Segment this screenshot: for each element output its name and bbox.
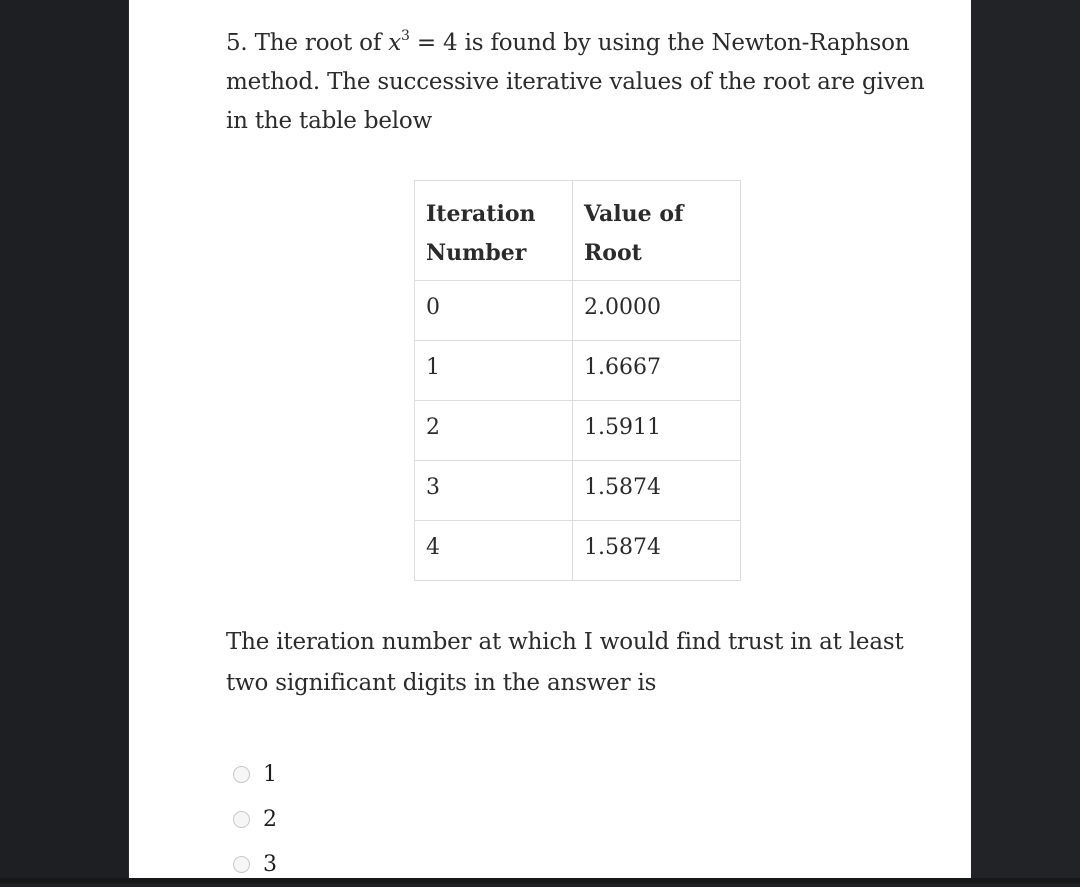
root-value-cell: 1.5874 xyxy=(573,461,741,521)
radio-button[interactable] xyxy=(233,811,250,828)
root-value-cell: 1.5911 xyxy=(573,401,741,461)
right-backdrop xyxy=(970,0,1080,883)
answer-prompt: The iteration number at which I would find trust in at least two significant digits in the answer is xyxy=(226,629,904,696)
option-3[interactable] xyxy=(233,842,277,887)
question-text xyxy=(226,24,926,141)
header-iteration-number: Iteration Number xyxy=(415,181,573,281)
equation-lhs xyxy=(388,30,410,56)
iteration-cell: 4 xyxy=(415,521,573,581)
table-header-row xyxy=(415,181,741,281)
radio-button[interactable] xyxy=(233,766,250,783)
question-suffix: is found by using the Newton-Raphson method. The successive iterative values of the root are given in the table below xyxy=(226,30,925,134)
iteration-cell: 2 xyxy=(415,401,573,461)
equation-variable: x xyxy=(388,30,402,56)
equation-rhs: = 4 xyxy=(409,30,458,56)
equation-exponent: 3 xyxy=(401,28,410,44)
iteration-table xyxy=(414,180,741,581)
question-page xyxy=(128,0,971,878)
radio-button[interactable] xyxy=(233,856,250,873)
option-2[interactable] xyxy=(233,797,277,842)
header-value-of-root: Value of Root xyxy=(573,181,741,281)
root-value-cell: 1.5874 xyxy=(573,521,741,581)
table-row xyxy=(415,521,741,581)
root-value-cell: 1.6667 xyxy=(573,341,741,401)
table-row xyxy=(415,341,741,401)
answer-options xyxy=(233,752,277,887)
option-label: 3 xyxy=(263,852,277,877)
left-backdrop xyxy=(0,0,128,883)
root-value-cell: 2.0000 xyxy=(573,281,741,341)
iteration-cell: 0 xyxy=(415,281,573,341)
option-1[interactable] xyxy=(233,752,277,797)
iteration-cell: 3 xyxy=(415,461,573,521)
question-prefix: 5. The root of xyxy=(226,30,389,56)
option-label: 2 xyxy=(263,807,277,832)
option-label: 1 xyxy=(263,762,277,787)
bottom-edge xyxy=(0,878,1080,883)
iteration-table-wrapper xyxy=(414,180,741,581)
iteration-cell: 1 xyxy=(415,341,573,401)
table-row xyxy=(415,461,741,521)
table-row xyxy=(415,401,741,461)
table-row xyxy=(415,281,741,341)
